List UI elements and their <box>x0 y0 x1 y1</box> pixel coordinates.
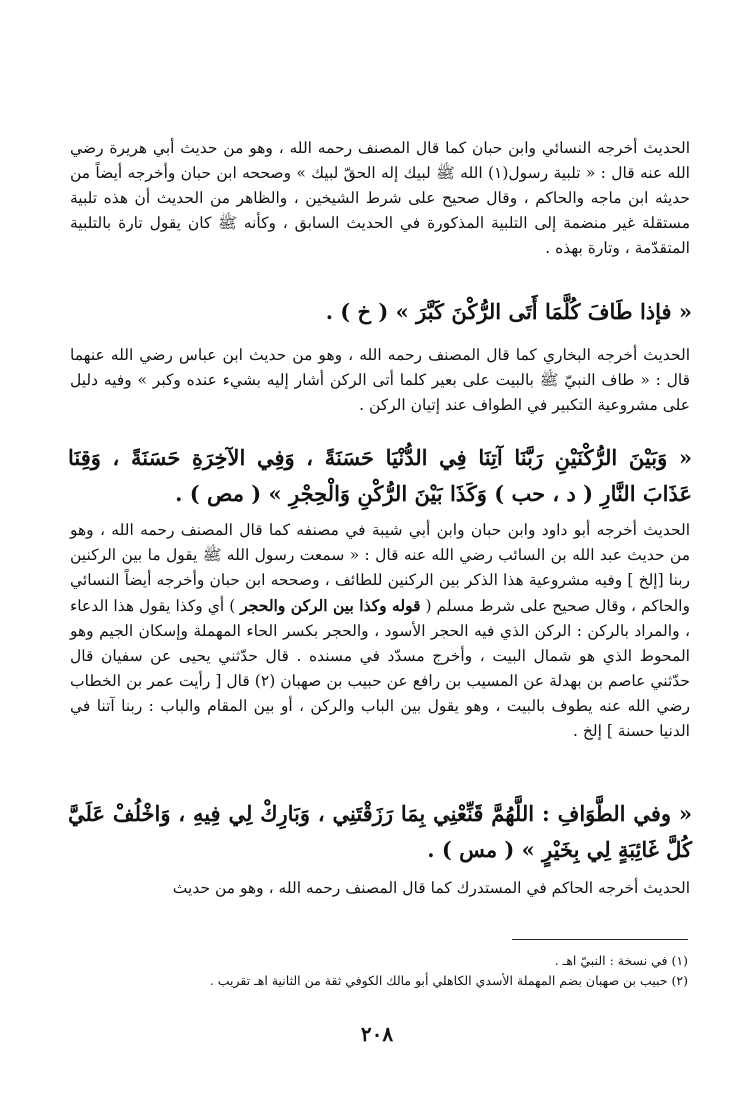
page-number: ٢٠٨ <box>360 1022 394 1046</box>
hadith-text-2: « وَبَيْنَ الرُّكْنَيْنِ رَبَّنَا آتِنَا فِي الدُّنْيَا حَسَنَةً ، وَفِي الآخِرَةِ حَسَنَةً ، وَقِنَا عَذَابَ النَّارِ ( د ، حب ) وَكَذَا بَيْنَ الرُّكْنِ وَالْحِجْرِ » ( مص ) . <box>68 445 692 506</box>
commentary-paragraph-2: الحديث أخرجه البخاري كما قال المصنف رحمه الله ، وهو من حديث ابن عباس رضي الله عنهما قال : « طاف النبيّ ﷺ بالبيت على بعير كلما أتى الركن أشار إليه بشيء عنده وكبر » وفيه دليل على مشروعية التكبير في الطواف عند إتيان الركن . <box>70 346 690 414</box>
hadith-text-3: « وفي الطَّوَافِ : اللَّهُمَّ قَنِّعْنِي بِمَا رَزَقْتَنِي ، وَبَارِكْ لِي فِيهِ ، وَاخْلُفْ عَلَيَّ كُلَّ غَائِبَةٍ لِي بِخَيْرٍ » ( مس ) . <box>68 801 692 862</box>
commentary-paragraph-3 <box>70 518 690 744</box>
commentary-paragraph-4: الحديث أخرجه الحاكم في المستدرك كما قال المصنف رحمه الله ، وهو من حديث <box>172 879 690 897</box>
footnote-2: (٢) حبيب بن صهبان بضم المهملة الأسدي الكاهلي أبو مالك الكوفي ثقة من الثانية اهـ تقريب . <box>209 973 688 988</box>
commentary-paragraph-3-part-2: ) أي وكذا يقول هذا الدعاء ، والمراد بالركن : الركن الذي فيه الحجر الأسود ، والحجر بكسر الحاء المهملة وإسكان الجيم وهو المحوط الذي هو شمال البيت ، وأخرج مسدّد في مسنده . قال حدّثني يحيى عن سفيان قال حدّثني عاصم بن بهدلة عن المسيب بن رافع عن حبيب بن صهبان (٢) قال [ رأيت عمر بن الخطاب رضي الله عنه يطوف بالبيت ، وهو يقول بين الباب والركن ، أو بين المقام والباب : ربنا آتنا في الدنيا حسنة ] إلخ . <box>70 597 690 740</box>
footnote-1: (١) في نسخة : النبيّ اهـ . <box>554 953 688 968</box>
footnote-divider <box>512 939 688 940</box>
hadith-text-1: « فإذا طَافَ كُلَّمَا أَتَى الرُّكْنَ كَبَّرَ » ( خ ) . <box>325 299 692 324</box>
quoted-phrase: قوله وكذا بين الركن والحجر <box>240 596 421 615</box>
commentary-paragraph-1: الحديث أخرجه النسائي وابن حبان كما قال المصنف رحمه الله ، وهو من حديث أبي هريرة رضي الله عنه قال : « تلبية رسول(١) الله ﷺ لبيك إله الحقّ لبيك » وصححه ابن حبان وأخرجه أيضاً من حديثه ابن ماجه والحاكم ، وقال صحيح على شرط الشيخين ، والظاهر من الحديث أن هذه تلبية مستقلة غير منضمة إلى التلبية المذكورة في الحديث السابق ، وكأنه ﷺ كان يقول تارة بالتلبية المتقدّمة ، وتارة بهذه . <box>70 139 690 257</box>
commentary-paragraph-3-part-1: الحديث أخرجه أبو داود وابن حبان وابن أبي شيبة في مصنفه كما قال المصنف رحمه الله ، وهو من حديث عبد الله بن السائب رضي الله عنه قال : « سمعت رسول الله ﷺ يقول ما بين الركنين ربنا [إلخ ] وفيه مشروعية هذا الذكر بين الركنين للطائف ، وصححه ابن حبان وأخرجه أيضاً النسائي والحاكم ، وقال صحيح على شرط مسلم ( <box>70 521 690 615</box>
